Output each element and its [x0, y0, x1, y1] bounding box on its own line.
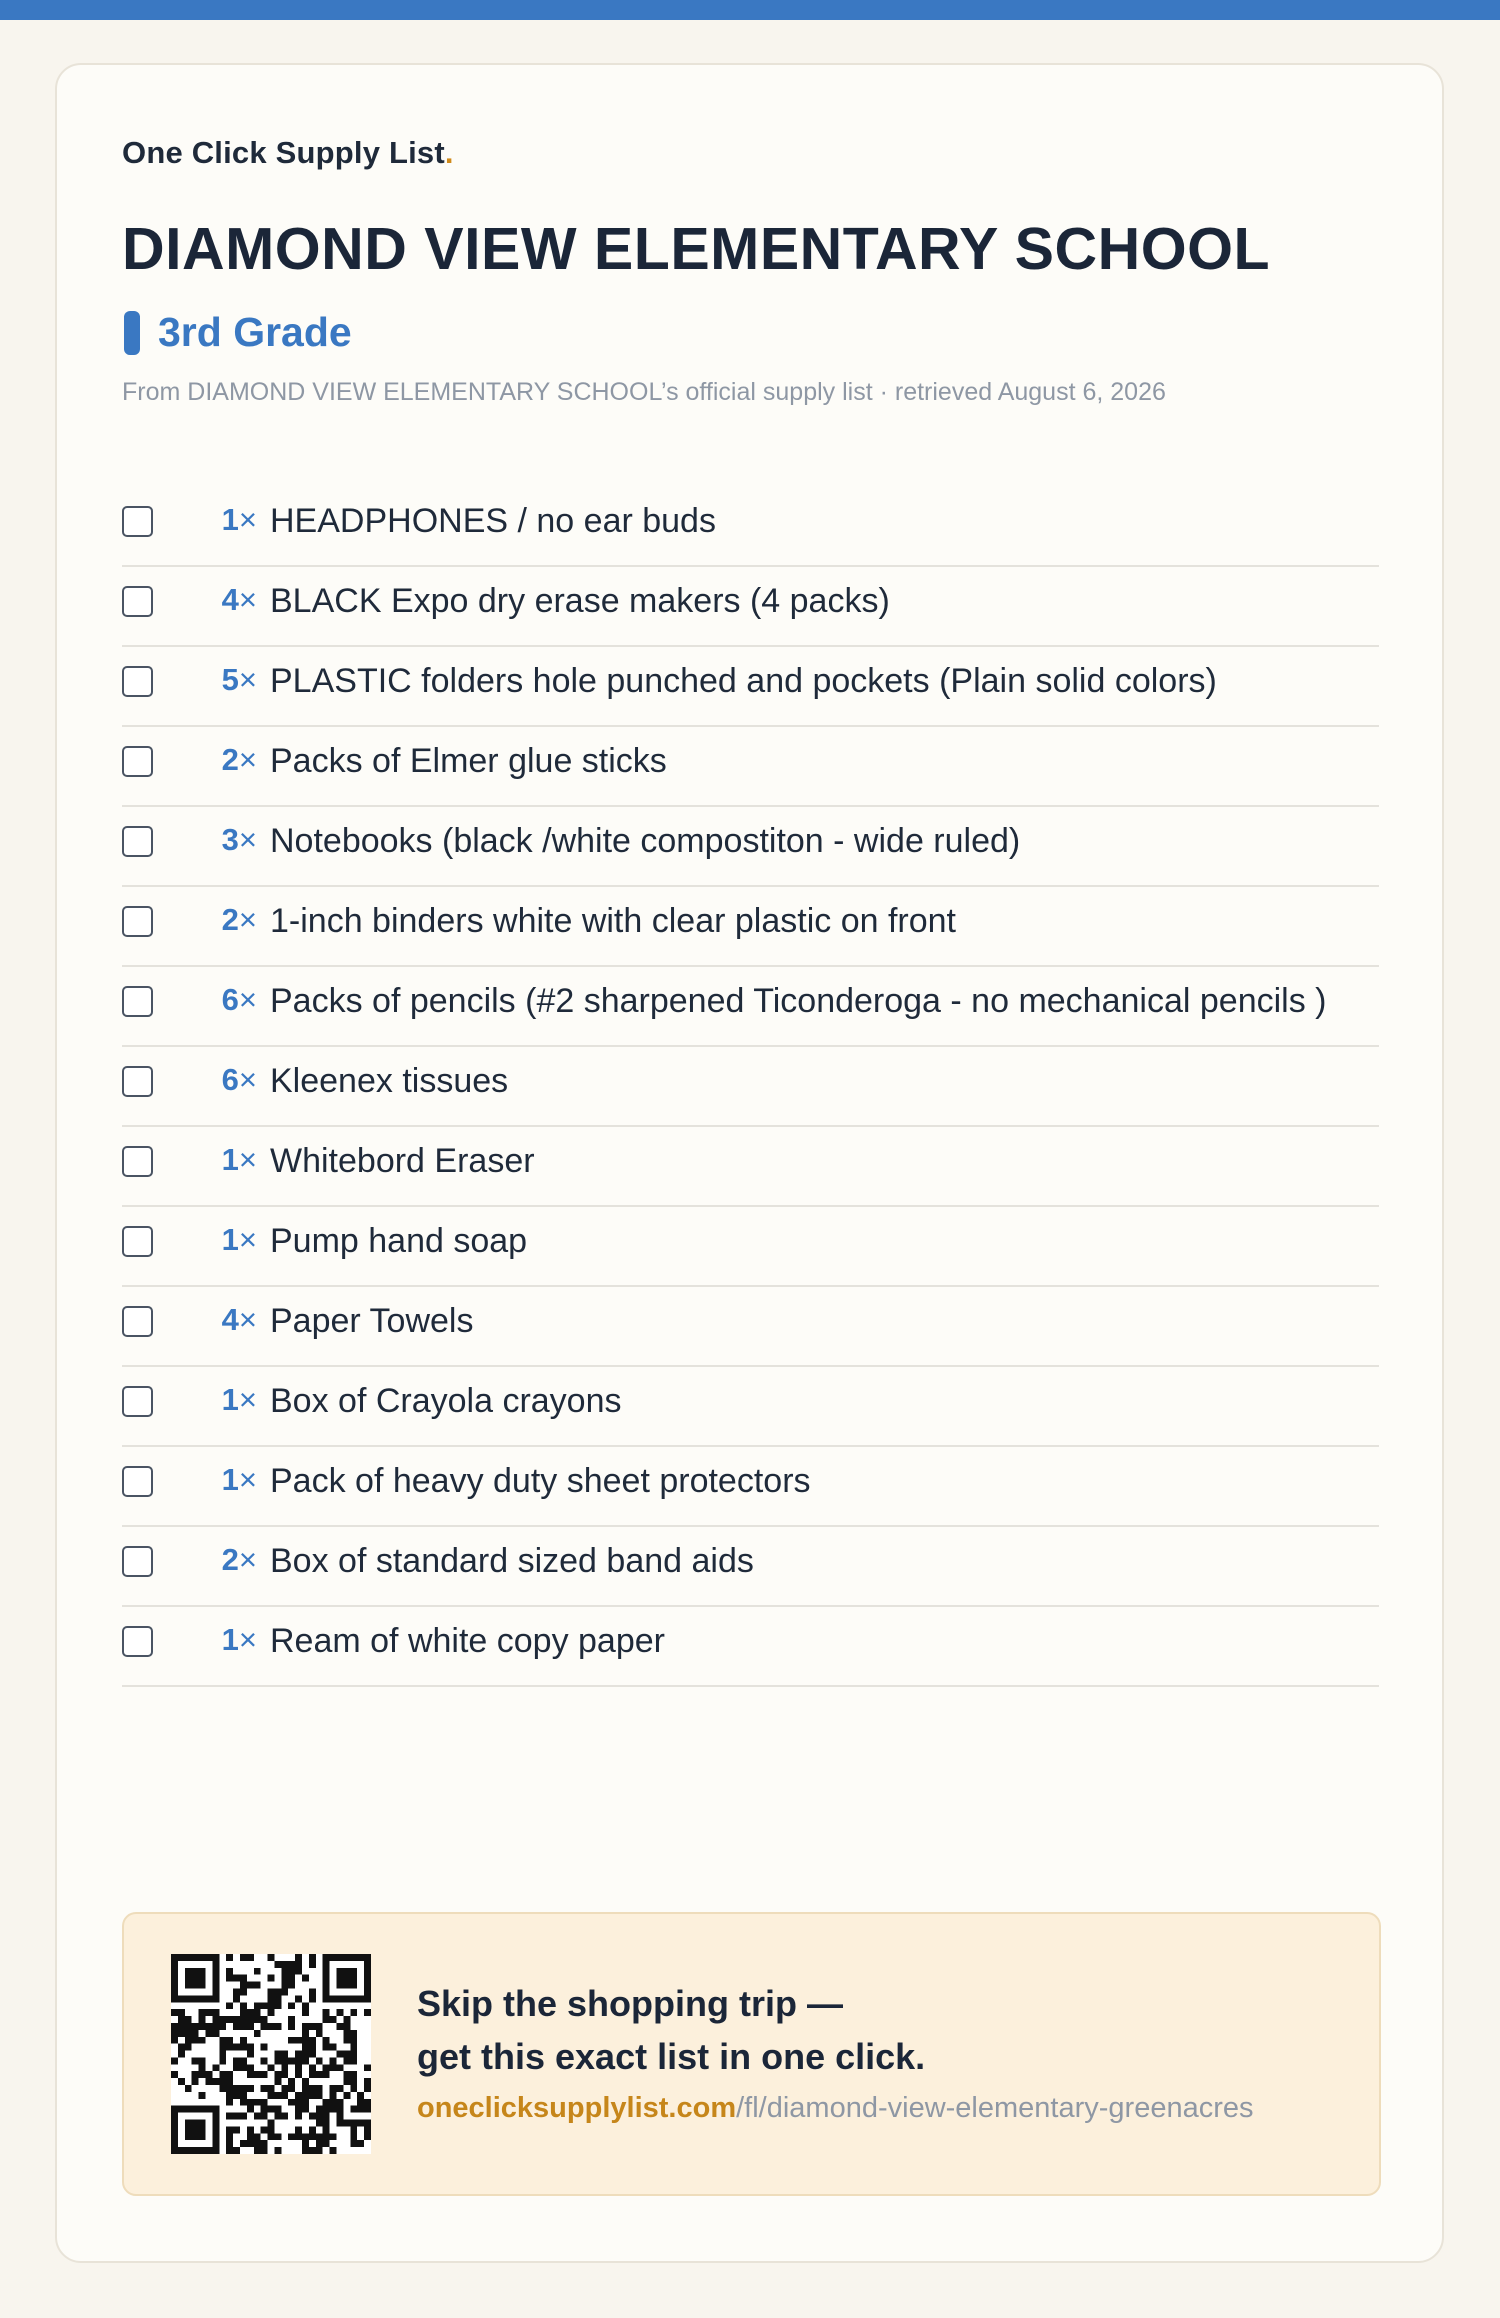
item-quantity-number: 1	[221, 1142, 239, 1177]
item-quantity-suffix: ×	[238, 1302, 257, 1337]
item-label: Pump hand soap	[270, 1222, 528, 1260]
promo-banner	[122, 1912, 1381, 2196]
item-quantity-number: 2	[221, 902, 239, 937]
item-label: HEADPHONES / no ear buds	[270, 502, 716, 540]
item-quantity	[199, 742, 257, 778]
supply-item	[122, 1207, 1379, 1287]
item-quantity-number: 2	[221, 742, 239, 777]
item-quantity-number: 2	[221, 1542, 239, 1577]
item-quantity-suffix: ×	[238, 1462, 257, 1497]
item-quantity	[199, 1302, 257, 1338]
supply-item	[122, 967, 1379, 1047]
item-label: BLACK Expo dry erase makers (4 packs)	[270, 582, 890, 620]
supply-item	[122, 647, 1379, 727]
item-quantity	[199, 1382, 257, 1418]
item-checkbox[interactable]	[122, 1066, 153, 1097]
item-quantity	[199, 822, 257, 858]
item-quantity-number: 6	[221, 1062, 239, 1097]
supply-item	[122, 1047, 1379, 1127]
item-checkbox[interactable]	[122, 746, 153, 777]
item-quantity-suffix: ×	[238, 1622, 257, 1657]
promo-headline-line-1: Skip the shopping trip —	[417, 1983, 843, 2024]
item-quantity	[199, 902, 257, 938]
item-quantity-suffix: ×	[238, 982, 257, 1017]
supply-item	[122, 727, 1379, 807]
item-checkbox[interactable]	[122, 1226, 153, 1257]
item-checkbox[interactable]	[122, 586, 153, 617]
grade-accent-bar	[124, 311, 140, 355]
item-label: Pack of heavy duty sheet protectors	[270, 1462, 811, 1500]
supply-list-card	[55, 63, 1444, 2263]
item-quantity-number: 1	[221, 1222, 239, 1257]
item-label: Box of Crayola crayons	[270, 1382, 622, 1420]
item-quantity-suffix: ×	[238, 902, 257, 937]
brand-dot: .	[444, 135, 454, 170]
item-quantity	[199, 582, 257, 618]
supply-item	[122, 1127, 1379, 1207]
brand-logo[interactable]	[122, 135, 454, 171]
item-checkbox[interactable]	[122, 506, 153, 537]
item-label: Packs of Elmer glue sticks	[270, 742, 667, 780]
item-quantity-number: 6	[221, 982, 239, 1017]
item-quantity-number: 4	[221, 1302, 239, 1337]
item-quantity	[199, 662, 257, 698]
item-quantity-suffix: ×	[238, 742, 257, 777]
supply-item	[122, 1527, 1379, 1607]
item-label: Notebooks (black /white compostiton - wide ruled)	[270, 822, 1021, 860]
item-quantity-suffix: ×	[238, 662, 257, 697]
supply-items-list	[122, 487, 1379, 1687]
item-quantity-suffix: ×	[238, 1222, 257, 1257]
item-quantity-number: 5	[221, 662, 239, 697]
promo-link-path: /fl/diamond-view-elementary-greenacres	[736, 2092, 1254, 2124]
item-quantity-suffix: ×	[238, 1382, 257, 1417]
promo-headline-line-2: get this exact list in one click.	[417, 2036, 926, 2077]
supply-item	[122, 1447, 1379, 1527]
item-quantity	[199, 1222, 257, 1258]
item-checkbox[interactable]	[122, 826, 153, 857]
item-checkbox[interactable]	[122, 906, 153, 937]
item-quantity	[199, 1462, 257, 1498]
supply-item	[122, 567, 1379, 647]
item-quantity-suffix: ×	[238, 582, 257, 617]
item-checkbox[interactable]	[122, 1146, 153, 1177]
item-checkbox[interactable]	[122, 1546, 153, 1577]
item-quantity-number: 1	[221, 1462, 239, 1497]
school-name: DIAMOND VIEW ELEMENTARY SCHOOL	[122, 216, 1271, 282]
top-accent-bar	[0, 0, 1500, 20]
item-label: Box of standard sized band aids	[270, 1542, 754, 1580]
item-label: Ream of white copy paper	[270, 1622, 665, 1660]
promo-headline	[417, 1977, 925, 2083]
item-checkbox[interactable]	[122, 1386, 153, 1417]
item-quantity	[199, 982, 257, 1018]
item-quantity	[199, 1542, 257, 1578]
promo-link-domain: oneclicksupplylist.com	[417, 2092, 737, 2124]
source-note: From DIAMOND VIEW ELEMENTARY SCHOOL’s official supply list · retrieved August 6, 2026	[122, 378, 1166, 406]
item-label: 1-inch binders white with clear plastic on front	[270, 902, 956, 940]
item-label: Packs of pencils (#2 sharpened Ticonderoga - no mechanical pencils )	[270, 982, 1327, 1020]
item-checkbox[interactable]	[122, 666, 153, 697]
item-quantity-suffix: ×	[238, 1142, 257, 1177]
supply-item	[122, 1367, 1379, 1447]
item-quantity	[199, 1062, 257, 1098]
supply-item	[122, 487, 1379, 567]
item-quantity-suffix: ×	[238, 822, 257, 857]
item-quantity	[199, 1622, 257, 1658]
supply-item	[122, 1607, 1379, 1687]
item-quantity-suffix: ×	[238, 502, 257, 537]
brand-name: One Click Supply List	[122, 135, 445, 170]
supply-item	[122, 887, 1379, 967]
item-quantity	[199, 1142, 257, 1178]
item-quantity-number: 1	[221, 1382, 239, 1417]
item-quantity	[199, 502, 257, 538]
item-quantity-number: 1	[221, 1622, 239, 1657]
qr-code-icon[interactable]	[171, 1954, 371, 2154]
item-checkbox[interactable]	[122, 1466, 153, 1497]
item-quantity-suffix: ×	[238, 1542, 257, 1577]
item-quantity-suffix: ×	[238, 1062, 257, 1097]
item-label: Kleenex tissues	[270, 1062, 509, 1100]
item-quantity-number: 1	[221, 502, 239, 537]
item-quantity-number: 3	[221, 822, 239, 857]
item-checkbox[interactable]	[122, 1306, 153, 1337]
promo-link[interactable]	[417, 2092, 1254, 2125]
item-checkbox[interactable]	[122, 1626, 153, 1657]
item-label: Paper Towels	[270, 1302, 474, 1340]
supply-item	[122, 807, 1379, 887]
supply-item	[122, 1287, 1379, 1367]
grade-label: 3rd Grade	[158, 309, 352, 355]
item-label: PLASTIC folders hole punched and pockets (Plain solid colors)	[270, 662, 1217, 700]
item-label: Whitebord Eraser	[270, 1142, 535, 1180]
item-quantity-number: 4	[221, 582, 239, 617]
item-checkbox[interactable]	[122, 986, 153, 1017]
